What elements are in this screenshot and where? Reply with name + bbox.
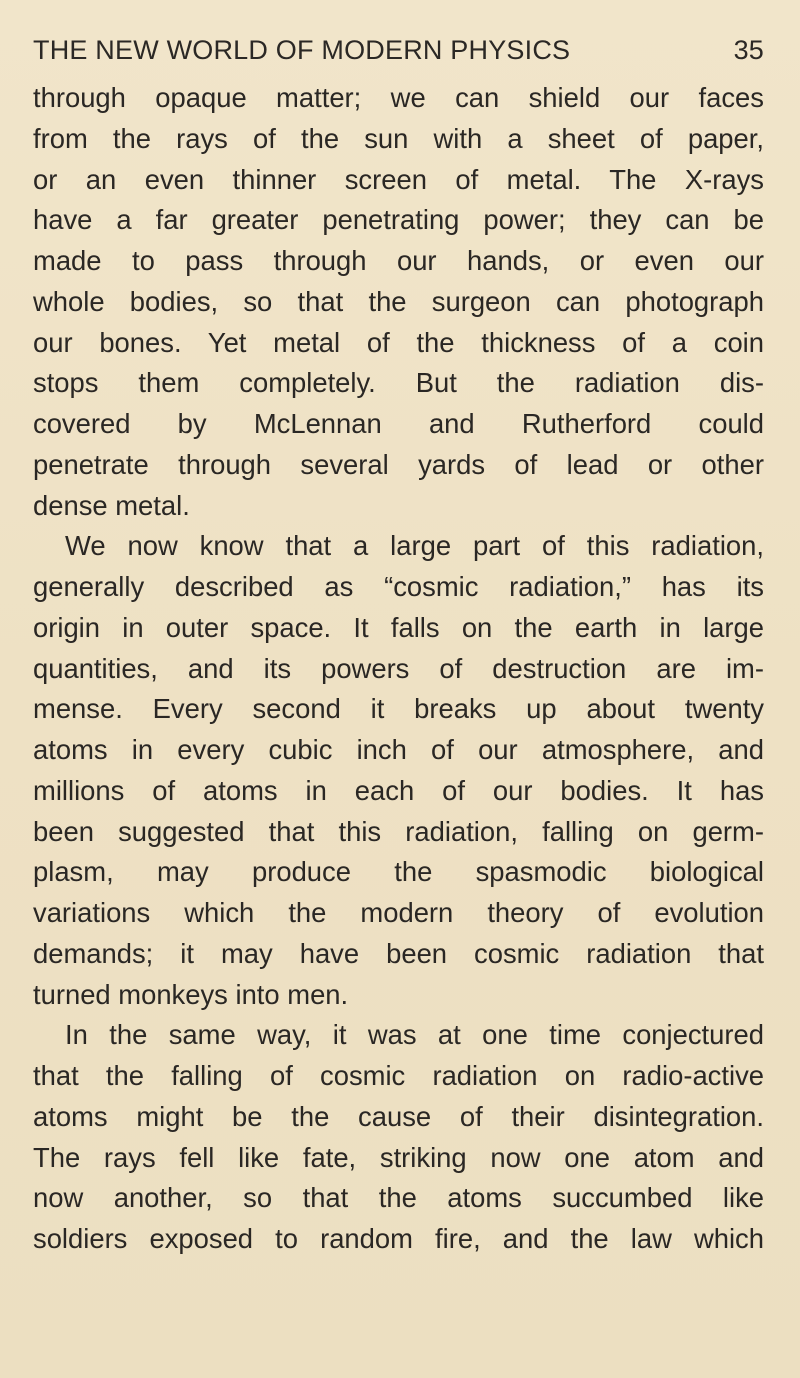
- text-line: now another, so that the atoms succumbed like: [33, 1182, 764, 1214]
- text-line: made to pass through our hands, or even our: [33, 245, 764, 276]
- text-line: variations which the modern theory of evolution: [33, 897, 764, 928]
- text-line: soldiers exposed to random fire, and the law which: [33, 1223, 764, 1254]
- text-line: our bones. Yet metal of the thickness of a coin: [33, 326, 764, 358]
- text-line: through opaque matter; we can shield our faces: [33, 82, 764, 113]
- text-line: quantities, and its powers of destruction are im-: [33, 652, 764, 684]
- text-line: mense. Every second it breaks up about twenty: [33, 693, 764, 725]
- text-line: or an even thinner screen of metal. The X-rays: [33, 163, 764, 195]
- text-line: In the same way, it was at one time conjectured: [65, 1019, 764, 1051]
- text-line: plasm, may produce the spasmodic biological: [33, 856, 764, 888]
- text-line: from the rays of the sun with a sheet of paper,: [33, 122, 764, 154]
- text-line: dense metal.: [33, 489, 190, 521]
- text-line: generally described as “cosmic radiation,” has its: [33, 571, 764, 602]
- text-line: penetrate through several yards of lead or other: [33, 448, 764, 480]
- text-line: millions of atoms in each of our bodies. It has: [33, 774, 764, 806]
- text-line: covered by McLennan and Rutherford could: [33, 408, 764, 439]
- running-title: THE NEW WORLD OF MODERN PHYSICS: [33, 35, 571, 65]
- running-head: [33, 30, 764, 70]
- text-line: stops them completely. But the radiation dis-: [33, 367, 764, 399]
- text-line: demands; it may have been cosmic radiation that: [33, 937, 764, 969]
- page-number: 35: [733, 35, 764, 65]
- text-line: that the falling of cosmic radiation on radio-active: [33, 1060, 764, 1091]
- text-line: origin in outer space. It falls on the earth in large: [33, 611, 764, 643]
- text-line: have a far greater penetrating power; they can be: [33, 204, 764, 236]
- text-line: been suggested that this radiation, falling on germ-: [33, 815, 764, 847]
- text-line: turned monkeys into men.: [33, 978, 349, 1010]
- text-line: The rays fell like fate, striking now one atom and: [33, 1141, 764, 1173]
- text-line: atoms in every cubic inch of our atmosphere, and: [33, 734, 764, 765]
- body-text: [33, 78, 764, 1260]
- text-line: atoms might be the cause of their disintegration.: [33, 1100, 764, 1132]
- text-line: We now know that a large part of this radiation,: [65, 530, 764, 562]
- text-line: whole bodies, so that the surgeon can photograph: [33, 285, 764, 317]
